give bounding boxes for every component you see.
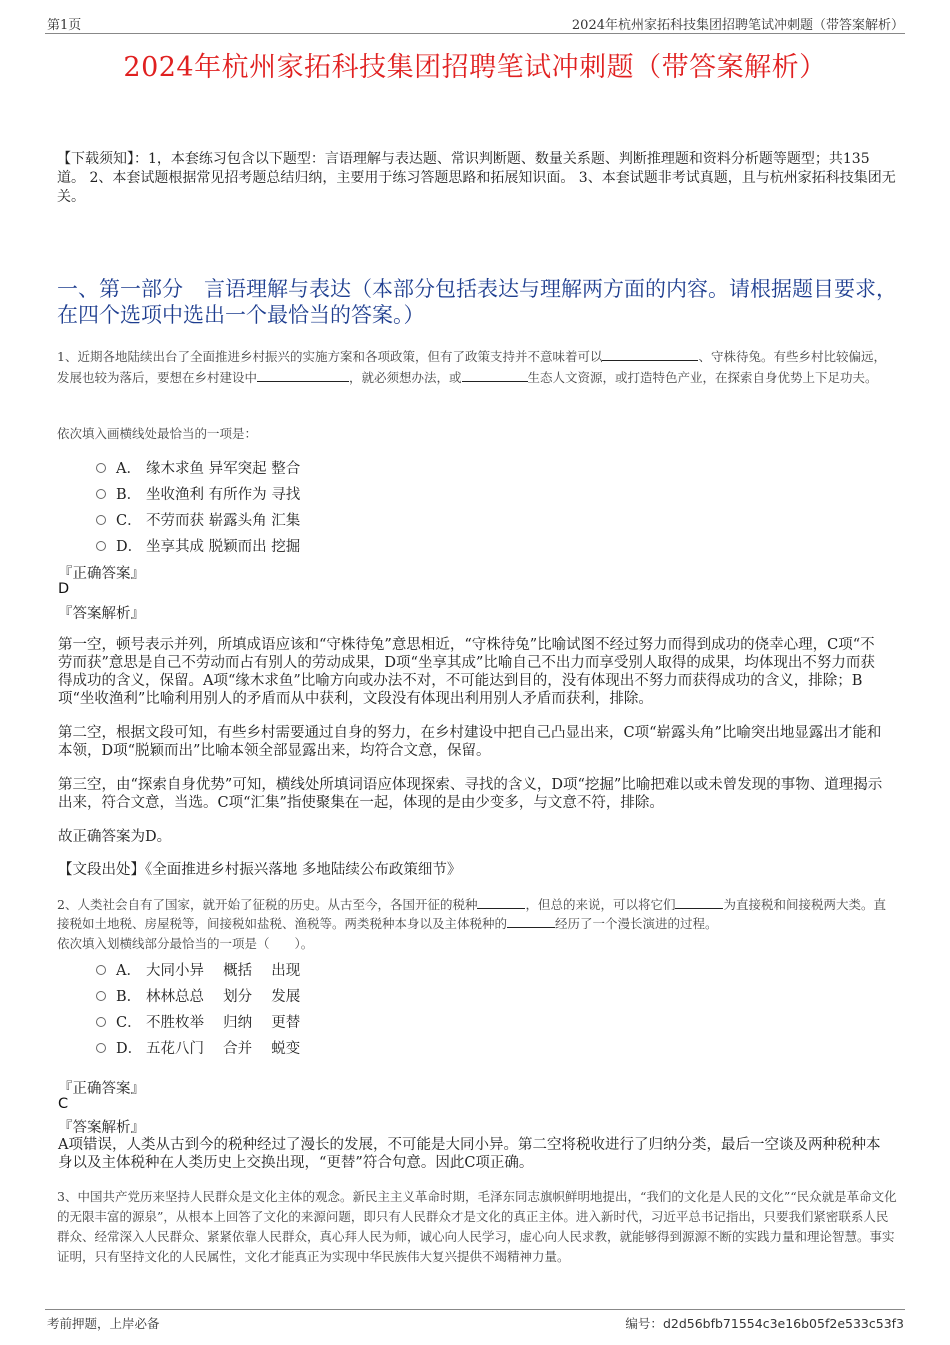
question-2-text — [57, 895, 897, 933]
code-label: 编号： — [625, 1316, 663, 1331]
q1-analysis-paragraph: 第一空，顿号表示并列，所填成语应该和“守株待兔”意思相近，“守株待兔”比喻试图不经过努力而得到成功的侥幸心理，C项“不劳而获”意思是自己不劳动而占有别人的劳动成果，D项“坐享其成”比喻自己不出力而享受别人取得的成果，均体现出不努力而获得成功的含义，保留。A项“缘木求鱼”比喻方向或办法不对，不可能达到目的，没有体现出不努力而获得成功的含义，排除；B项“坐收渔利”比喻利用别人的矛盾而从中获利，文段没有体现出利用别人矛盾而获利，排除。 — [58, 637, 875, 707]
option-text: 不劳而获 崭露头角 汇集 — [146, 513, 301, 529]
q2-prompt: 依次填入划横线部分最恰当的一项是（ ）。 — [57, 936, 314, 951]
q1-option-b[interactable] — [96, 483, 300, 504]
q1-analysis-label: 『答案解析』 — [58, 606, 145, 622]
q2-text-part2: ，但总的来说，可以将它们 — [525, 897, 676, 912]
option-letter: C． — [116, 1015, 142, 1031]
q2-correct-answer: C — [58, 1096, 69, 1112]
radio-icon[interactable] — [96, 515, 106, 525]
option-text: 缘木求鱼 异军突起 整合 — [146, 461, 301, 477]
q1-analysis-paragraph: 第二空，根据文段可知，有些乡村需要通过自身的努力，在乡村建设中把自己凸显出来，C项“崭露头角”比喻突出地显露出才能和本领，D项“脱颖而出”比喻本领全部显露出来，均符合文意，保留。 — [58, 725, 882, 759]
q2-blank-1 — [477, 896, 525, 909]
q1-text-part3: ，就必须想办法，或 — [349, 370, 462, 385]
download-notice: 【下载须知】：1，本套练习包含以下题型：言语理解与表达题、常识判断题、数量关系题、判断推理题和资料分析题等题型；共135道。 2、本套试题根据常见招考题总结归纳，主要用于练习答题思路和拓展知识面。 3、本套试题非考试真题，且与杭州家拓科技集团无关。 — [57, 151, 896, 205]
page-title: 2024年杭州家拓科技集团招聘笔试冲刺题（带答案解析） — [123, 52, 827, 83]
header-doc-title: 2024年杭州家拓科技集团招聘笔试冲刺题（带答案解析） — [571, 18, 904, 33]
question-3-text: 3、中国共产党历来坚持人民群众是文化主体的观念。新民主主义革命时期，毛泽东同志旗帜鲜明地提出，“我们的文化是人民的文化”“民众就是革命文化的无限丰富的源泉”，从根本上回答了文化的来源问题，即只有人民群众才是文化的真正主体。进入新时代，习近平总书记指出，只要我们紧密联系人民群众、经常深入人民群众、紧紧依靠人民群众，真心拜人民为师，诚心向人民学习，虚心向人民求教，就能够得到源源不断的实践力量和理论智慧。事实证明，只有坚持文化的人民属性，文化才能真正为实现中华民族伟大复兴提供不竭精神力量。 — [57, 1189, 897, 1264]
q2-text-part4: 经历了一个漫长演进的过程。 — [555, 916, 718, 931]
page-number: 第1页 — [47, 18, 82, 33]
q2-analysis-label: 『答案解析』 — [58, 1120, 145, 1136]
q2-option-a[interactable] — [96, 959, 300, 980]
q2-correct-label: 『正确答案』 — [58, 1081, 145, 1097]
option-letter: A． — [116, 461, 141, 477]
footer-divider — [45, 1309, 905, 1310]
option-text: 不胜枚举 归纳 更替 — [146, 1015, 301, 1031]
q2-option-b[interactable] — [96, 985, 300, 1006]
document-code — [625, 1314, 904, 1332]
q1-text-part1: 1、近期各地陆续出台了全面推进乡村振兴的实施方案和各项政策，但有了政策支持并不意味着可以 — [57, 349, 603, 364]
q1-blank-3 — [462, 369, 528, 382]
option-text: 坐享其成 脱颖而出 挖掘 — [146, 539, 301, 555]
q1-text-part4: 生态人文资源，或打造特色产业，在探索自身优势上下足功夫。 — [527, 370, 878, 385]
radio-icon[interactable] — [96, 489, 106, 499]
option-text: 坐收渔利 有所作为 寻找 — [146, 487, 301, 503]
option-letter: A． — [116, 963, 141, 979]
q1-option-a[interactable] — [96, 457, 300, 478]
radio-icon[interactable] — [96, 991, 106, 1001]
option-letter: D． — [116, 539, 143, 555]
option-text: 五花八门 合并 蜕变 — [146, 1041, 301, 1057]
q2-text-part3: 为直接税和间接税两大类。直接税如土地税、房屋税等，间接税如盐税、渔税等。两类税种本身以及主体税种的 — [57, 897, 886, 931]
radio-icon[interactable] — [96, 965, 106, 975]
q1-option-c[interactable] — [96, 509, 300, 530]
q1-option-d[interactable] — [96, 535, 300, 556]
q1-source: 【文段出处】《全面推进乡村振兴落地 多地陆续公布政策细节》 — [58, 862, 462, 878]
radio-icon[interactable] — [96, 463, 106, 473]
q1-analysis-conclusion: 故正确答案为D。 — [58, 829, 172, 845]
q2-blank-2 — [675, 896, 723, 909]
footer-slogan: 考前押题，上岸必备 — [47, 1316, 160, 1331]
q2-blank-3 — [507, 915, 555, 928]
q1-blank-1 — [602, 348, 698, 361]
q1-prompt: 依次填入画横线处最恰当的一项是： — [57, 426, 258, 441]
code-value: d2d56bfb71554c3e16b05f2e533c53f3 — [662, 1316, 904, 1331]
q2-option-d[interactable] — [96, 1037, 300, 1058]
section-heading: 一、第一部分 言语理解与表达（本部分包括表达与理解两方面的内容。请根据题目要求，在四个选项中选出一个最恰当的答案。） — [57, 277, 897, 327]
option-letter: C． — [116, 513, 142, 529]
q2-text-part1: 2、人类社会自有了国家，就开始了征税的历史。从古至今，各国开征的税种 — [57, 897, 478, 912]
q1-blank-2 — [257, 369, 349, 382]
q2-analysis-paragraph: A项错误，人类从古到今的税种经过了漫长的发展，不可能是大同小异。第二空将税收进行了归纳分类，最后一空谈及两种税种本身以及主体税种在人类历史上交换出现，“更替”符合句意。因此C项正确。 — [58, 1137, 881, 1171]
q1-correct-answer: D — [58, 581, 70, 597]
option-text: 林林总总 划分 发展 — [146, 989, 301, 1005]
option-letter: D． — [116, 1041, 143, 1057]
header-divider — [45, 33, 905, 34]
q1-analysis-paragraph: 第三空，由“探索自身优势”可知，横线处所填词语应体现探索、寻找的含义，D项“挖掘”比喻把难以或未曾发现的事物、道理揭示出来，符合文意，当选。C项“汇集”指使聚集在一起，体现的是由少变多，与文意不符，排除。 — [58, 777, 883, 811]
radio-icon[interactable] — [96, 1017, 106, 1027]
question-1-text — [57, 346, 897, 388]
q1-correct-label: 『正确答案』 — [58, 566, 145, 582]
radio-icon[interactable] — [96, 541, 106, 551]
option-letter: B． — [116, 989, 142, 1005]
radio-icon[interactable] — [96, 1043, 106, 1053]
q1-text-part2: 、守株待兔。有些乡村比较偏远，发展也较为落后，要想在乡村建设中 — [57, 349, 886, 385]
option-text: 大同小异 概括 出现 — [146, 963, 301, 979]
q2-option-c[interactable] — [96, 1011, 300, 1032]
option-letter: B． — [116, 487, 142, 503]
